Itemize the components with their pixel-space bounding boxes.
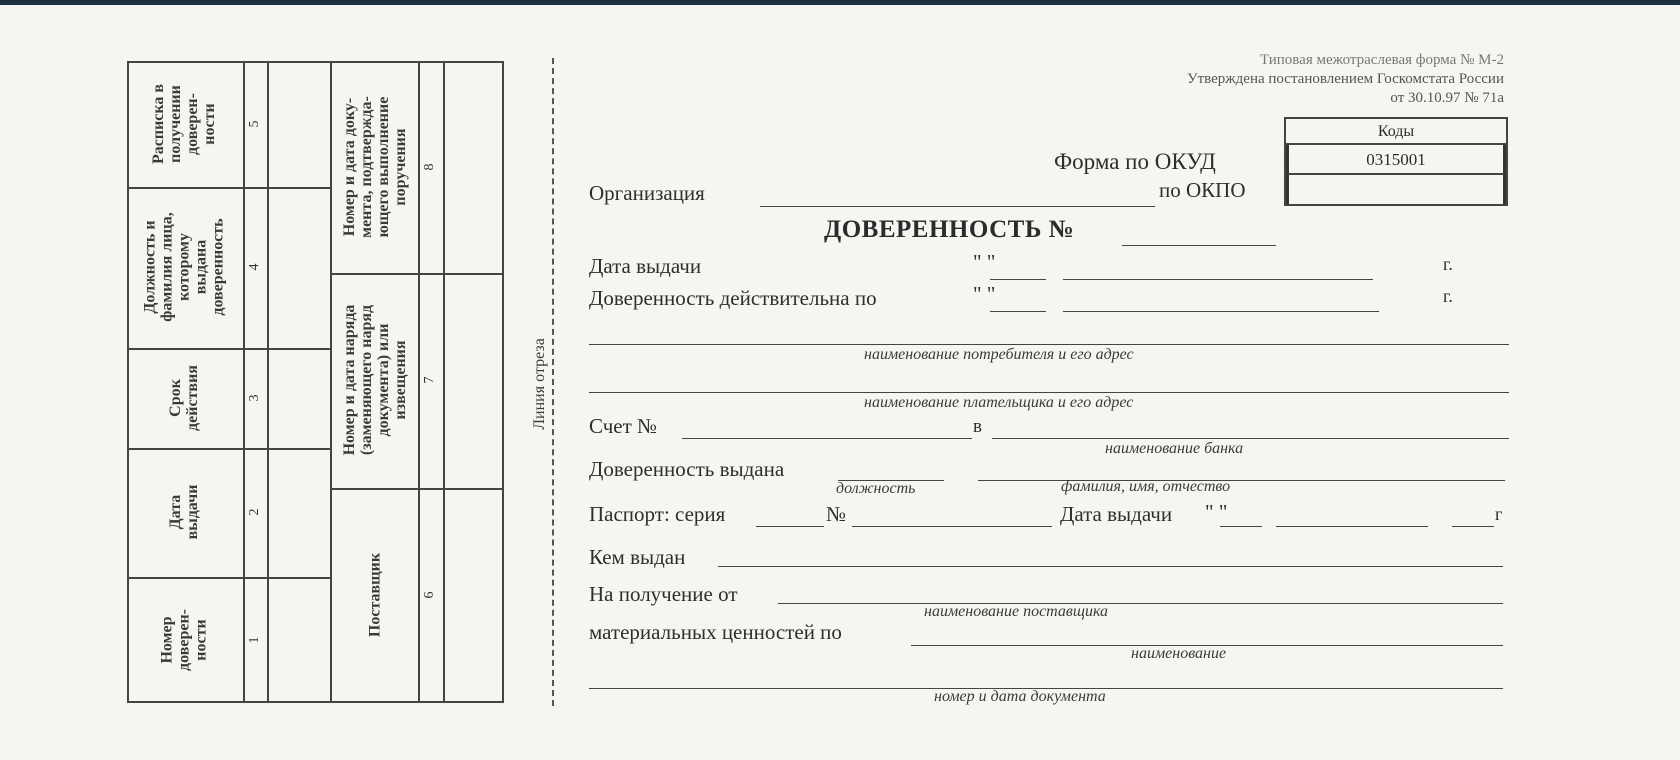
cut-line-label: Линия отреза: [531, 338, 548, 430]
okud-label: Форма по ОКУД: [1054, 149, 1216, 174]
approval-note: Утверждена постановлением Госкомстата России: [1186, 71, 1504, 87]
name-caption-2: наименование: [1131, 645, 1227, 662]
stub-col-3-number: 3: [247, 394, 262, 402]
payer-field[interactable]: [589, 392, 1509, 393]
stub-col-8-header: Номер и дата доку- мента, подтвержда- ющего выполнение поручения: [341, 96, 409, 238]
organization-label: Организация: [589, 181, 705, 205]
receive-from-label: На получение от: [589, 582, 738, 606]
supplier-field[interactable]: [778, 603, 1503, 604]
passport-year-field[interactable]: [1452, 526, 1494, 527]
stub-col-1-header: Номер доверен- ности: [158, 609, 210, 671]
issue-date-label: Дата выдачи: [589, 254, 702, 278]
stub-col-8-number: 8: [422, 163, 437, 171]
okpo-code[interactable]: [1286, 175, 1506, 204]
organization-field[interactable]: [760, 206, 1155, 207]
document-number-field[interactable]: [1122, 245, 1276, 246]
document-title: ДОВЕРЕННОСТЬ №: [824, 216, 1075, 243]
document-caption: номер и дата документа: [934, 688, 1106, 705]
valid-until-quote: " ": [973, 282, 996, 306]
passport-date-quote: " ": [1205, 500, 1228, 524]
valid-month-field[interactable]: [1063, 311, 1379, 312]
position-caption: должность: [836, 480, 916, 497]
stub-col-5-number: 5: [247, 120, 262, 128]
consumer-field[interactable]: [589, 344, 1509, 345]
issue-year-suffix: г.: [1443, 254, 1453, 274]
name-caption: фамилия, имя, отчество: [1061, 478, 1231, 495]
passport-number-field[interactable]: [852, 526, 1052, 527]
passport-date-label: Дата выдачи: [1060, 502, 1173, 526]
consumer-caption: наименование потребителя и его адрес: [864, 346, 1134, 363]
passport-series-label: Паспорт: серия: [589, 502, 726, 526]
issued-to-label: Доверенность выдана: [589, 457, 785, 481]
bank-caption: наименование банка: [1105, 440, 1244, 457]
stub-col-1-number: 1: [247, 636, 262, 644]
issue-date-quote: " ": [973, 250, 996, 274]
stub-col-7-number: 7: [422, 376, 437, 384]
okud-code: 0315001: [1286, 145, 1506, 175]
stub-col-4-header: Должность и фамилия лица, которому выдана доверенность: [141, 212, 227, 322]
passport-number-sign: №: [826, 502, 847, 526]
in-bank-label: в: [973, 416, 982, 437]
approval-date: от 30.10.97 № 71а: [1390, 90, 1504, 106]
codes-box: [1284, 117, 1508, 206]
stub-col-6-header: Поставщик: [366, 552, 384, 638]
passport-series-field[interactable]: [756, 526, 824, 527]
account-number-field[interactable]: [682, 438, 972, 439]
stub-col-2-number: 2: [247, 508, 262, 516]
okpo-label: по ОКПО: [1159, 178, 1246, 202]
values-label: материальных ценностей по: [589, 620, 842, 644]
valid-day-field[interactable]: [990, 311, 1046, 312]
codes-header: Коды: [1286, 119, 1506, 145]
stub-col-4-number: 4: [247, 263, 262, 271]
supplier-caption: наименование поставщика: [924, 603, 1109, 620]
stub-col-5-header: Расписка в получении доверен- ности: [150, 83, 218, 165]
cut-line: [552, 58, 554, 706]
payer-caption: наименование плательщика и его адрес: [864, 394, 1134, 411]
stub-col-6-number: 6: [422, 591, 437, 599]
scan-edge: [0, 0, 1680, 5]
account-label: Счет №: [589, 414, 658, 438]
issue-month-field[interactable]: [1063, 279, 1373, 280]
valid-year-suffix: г.: [1443, 286, 1453, 306]
valid-until-label: Доверенность действительна по: [589, 286, 877, 310]
issued-by-field[interactable]: [718, 566, 1503, 567]
full-name-field[interactable]: [978, 480, 1505, 481]
stub-col-7-header: Номер и дата наряда (заменяющего наряд документа) или извещения: [341, 304, 409, 456]
issued-by-label: Кем выдан: [589, 545, 686, 569]
stub-col-3-header: Срок действия: [167, 365, 201, 431]
issue-day-field[interactable]: [990, 279, 1046, 280]
passport-month-field[interactable]: [1276, 526, 1428, 527]
passport-day-field[interactable]: [1220, 526, 1262, 527]
passport-year-suffix: г: [1495, 504, 1503, 524]
stub-col-2-header: Дата выдачи: [167, 484, 201, 540]
bank-field[interactable]: [992, 438, 1509, 439]
form-type-note: Типовая межотраслевая форма № М-2: [1259, 52, 1504, 68]
